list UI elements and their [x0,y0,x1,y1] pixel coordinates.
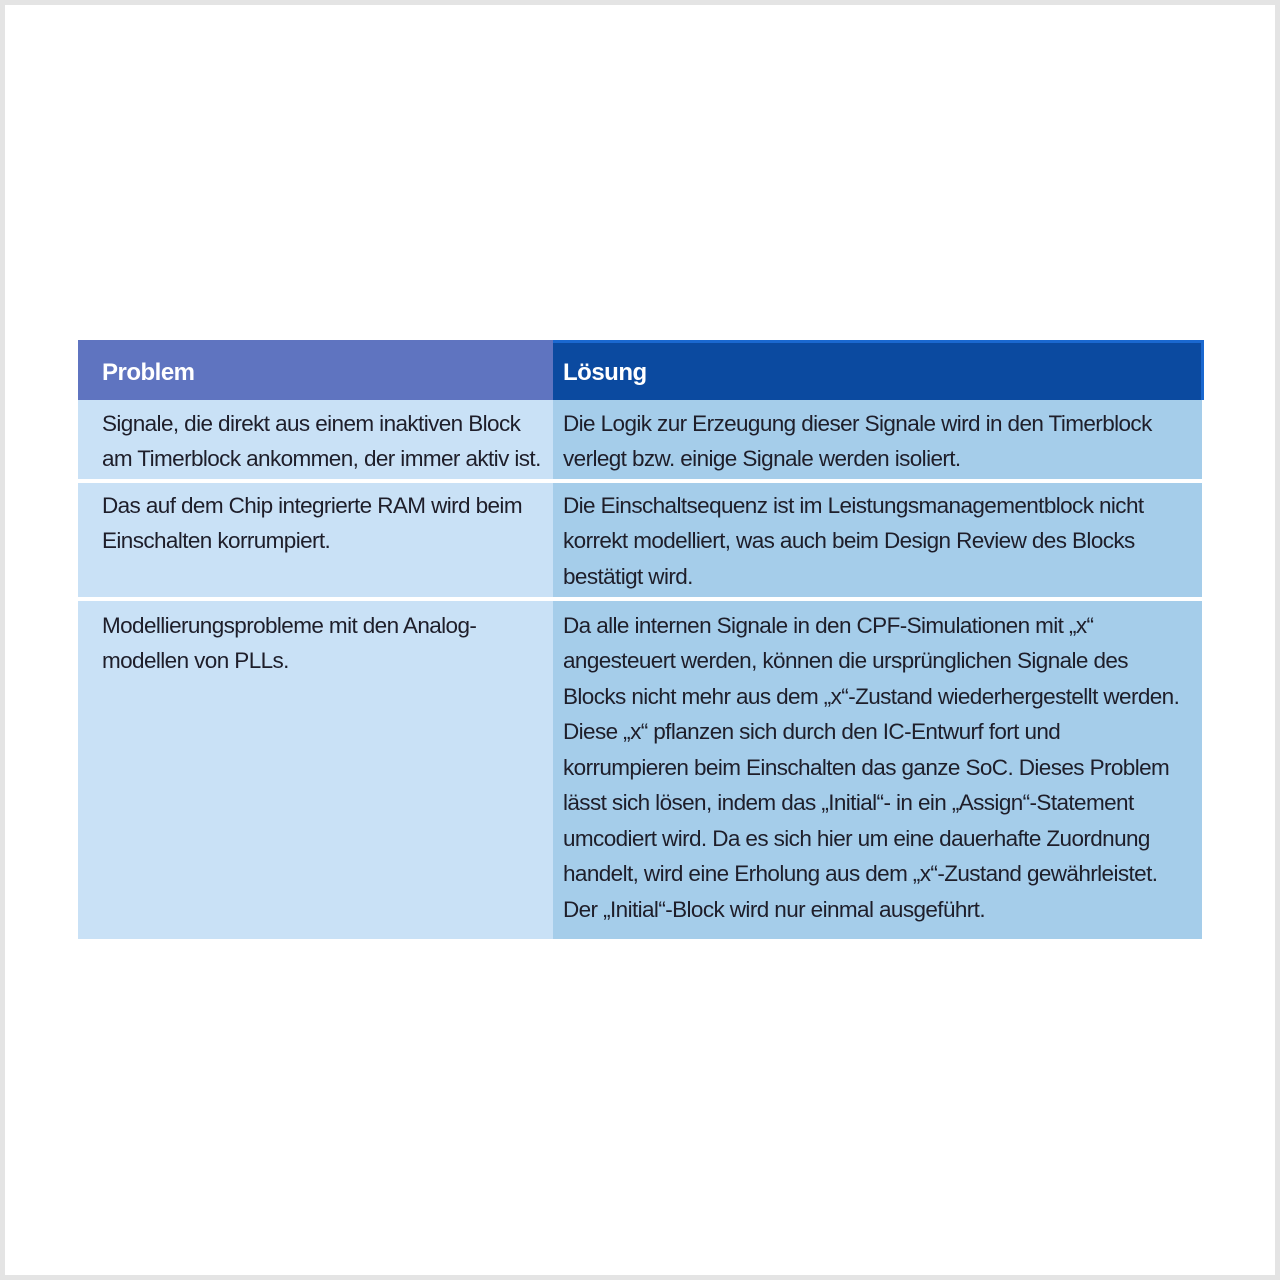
solution-cell: Da alle internen Signale in den CPF-Simulationen mit „x“ angesteuert werden, können die ursprünglichen Signale des Blocks nicht mehr aus dem „x“-Zustand wiederhergestellt werden. Diese „x“ pflanzen sich durch den IC-Entwurf fort und korrumpieren beim Einschalten das ganze SoC. Dieses Problem lässt sich lösen, indem das „Initial“- in ein „Assign“-Statement umcodiert wird. Da es sich hier um eine dauerhafte Zuordnung handelt, wird eine Erholung aus dem „x“-Zustand gewährleistet. Der „Initial“-Block wird nur einmal ausgeführt. [553,599,1202,939]
table-row [78,400,1202,481]
problem-solution-table [78,340,1204,939]
table-row [78,599,1202,939]
solution-cell: Die Logik zur Erzeugung dieser Signale wird in den Timerblock verlegt bzw. einige Signale werden isoliert. [553,400,1202,481]
table-row [78,481,1202,599]
header-problem: Problem [78,342,553,400]
header-solution: Lösung [553,342,1202,400]
problem-cell: Das auf dem Chip integrierte RAM wird beim Einschalten korrumpiert. [78,481,553,599]
problem-cell: Modellierungsprobleme mit den Analog-modellen von PLLs. [78,599,553,939]
solution-cell: Die Einschaltsequenz ist im Leistungsmanagementblock nicht korrekt modelliert, was auch beim Design Review des Blocks bestätigt wird. [553,481,1202,599]
problem-cell: Signale, die direkt aus einem inaktiven Block am Timerblock ankommen, der immer aktiv ist. [78,400,553,481]
problem-solution-table-container [78,340,1202,939]
table-header-row [78,342,1202,400]
